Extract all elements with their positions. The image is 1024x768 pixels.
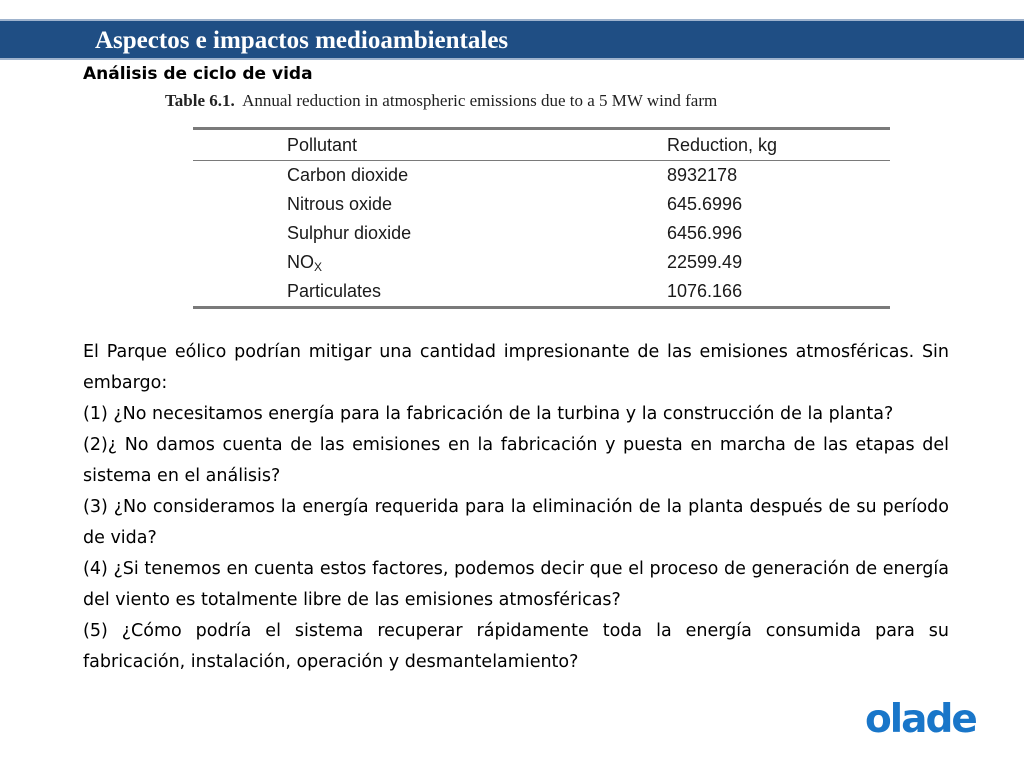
question-4: (4) ¿Si tenemos en cuenta estos factores, podemos decir que el proceso de generación de energía del viento es totalmente libre de las emisiones atmosféricas? bbox=[83, 559, 949, 610]
header-bar bbox=[0, 19, 1024, 60]
table-row bbox=[193, 190, 890, 219]
pollutant-cell: Carbon dioxide bbox=[287, 165, 409, 185]
slide-title: Aspectos e impactos medioambientales bbox=[95, 27, 509, 54]
table-header-row bbox=[193, 129, 890, 161]
reduction-cell: 8932178 bbox=[667, 165, 738, 185]
table-row bbox=[193, 277, 890, 308]
table-row bbox=[193, 161, 890, 191]
olade-logo: olade bbox=[865, 697, 976, 742]
column-header-pollutant: Pollutant bbox=[287, 134, 358, 155]
body-text bbox=[83, 337, 949, 678]
table-row bbox=[193, 219, 890, 248]
pollutant-cell: Sulphur dioxide bbox=[287, 223, 412, 243]
intro-paragraph: El Parque eólico podrían mitigar una cantidad impresionante de las emisiones atmosféricas. Sin embargo: bbox=[83, 342, 949, 393]
reduction-cell: 6456.996 bbox=[667, 223, 743, 243]
question-3: (3) ¿No consideramos la energía requerida para la eliminación de la planta después de su período de vida? bbox=[83, 497, 949, 548]
question-1: (1) ¿No necesitamos energía para la fabricación de la turbina y la construcción de la planta? bbox=[83, 404, 894, 424]
pollutant-cell bbox=[193, 248, 667, 277]
question-5: (5) ¿Cómo podría el sistema recuperar rápidamente toda la energía consumida para su fabricación, instalación, operación y desmantelamiento? bbox=[83, 621, 949, 672]
pollutant-cell: Nitrous oxide bbox=[287, 194, 393, 214]
pollutant-name: NO bbox=[287, 251, 314, 272]
section-subtitle: Análisis de ciclo de vida bbox=[83, 64, 313, 84]
reduction-cell: 1076.166 bbox=[667, 281, 743, 301]
column-header-reduction: Reduction, kg bbox=[667, 134, 778, 155]
table-caption-number: Table 6.1. bbox=[165, 91, 235, 110]
question-2: (2)¿ No damos cuenta de las emisiones en la fabricación y puesta en marcha de las etapas del sistema en el análisis? bbox=[83, 435, 949, 486]
pollutant-subscript: X bbox=[314, 259, 323, 274]
reduction-cell: 22599.49 bbox=[667, 252, 743, 272]
table-row bbox=[193, 248, 890, 277]
table-caption-text: Annual reduction in atmospheric emissions due to a 5 MW wind farm bbox=[242, 91, 718, 110]
reduction-cell: 645.6996 bbox=[667, 194, 743, 214]
table-caption bbox=[165, 91, 717, 111]
emissions-table bbox=[193, 127, 890, 309]
pollutant-cell: Particulates bbox=[287, 281, 382, 301]
